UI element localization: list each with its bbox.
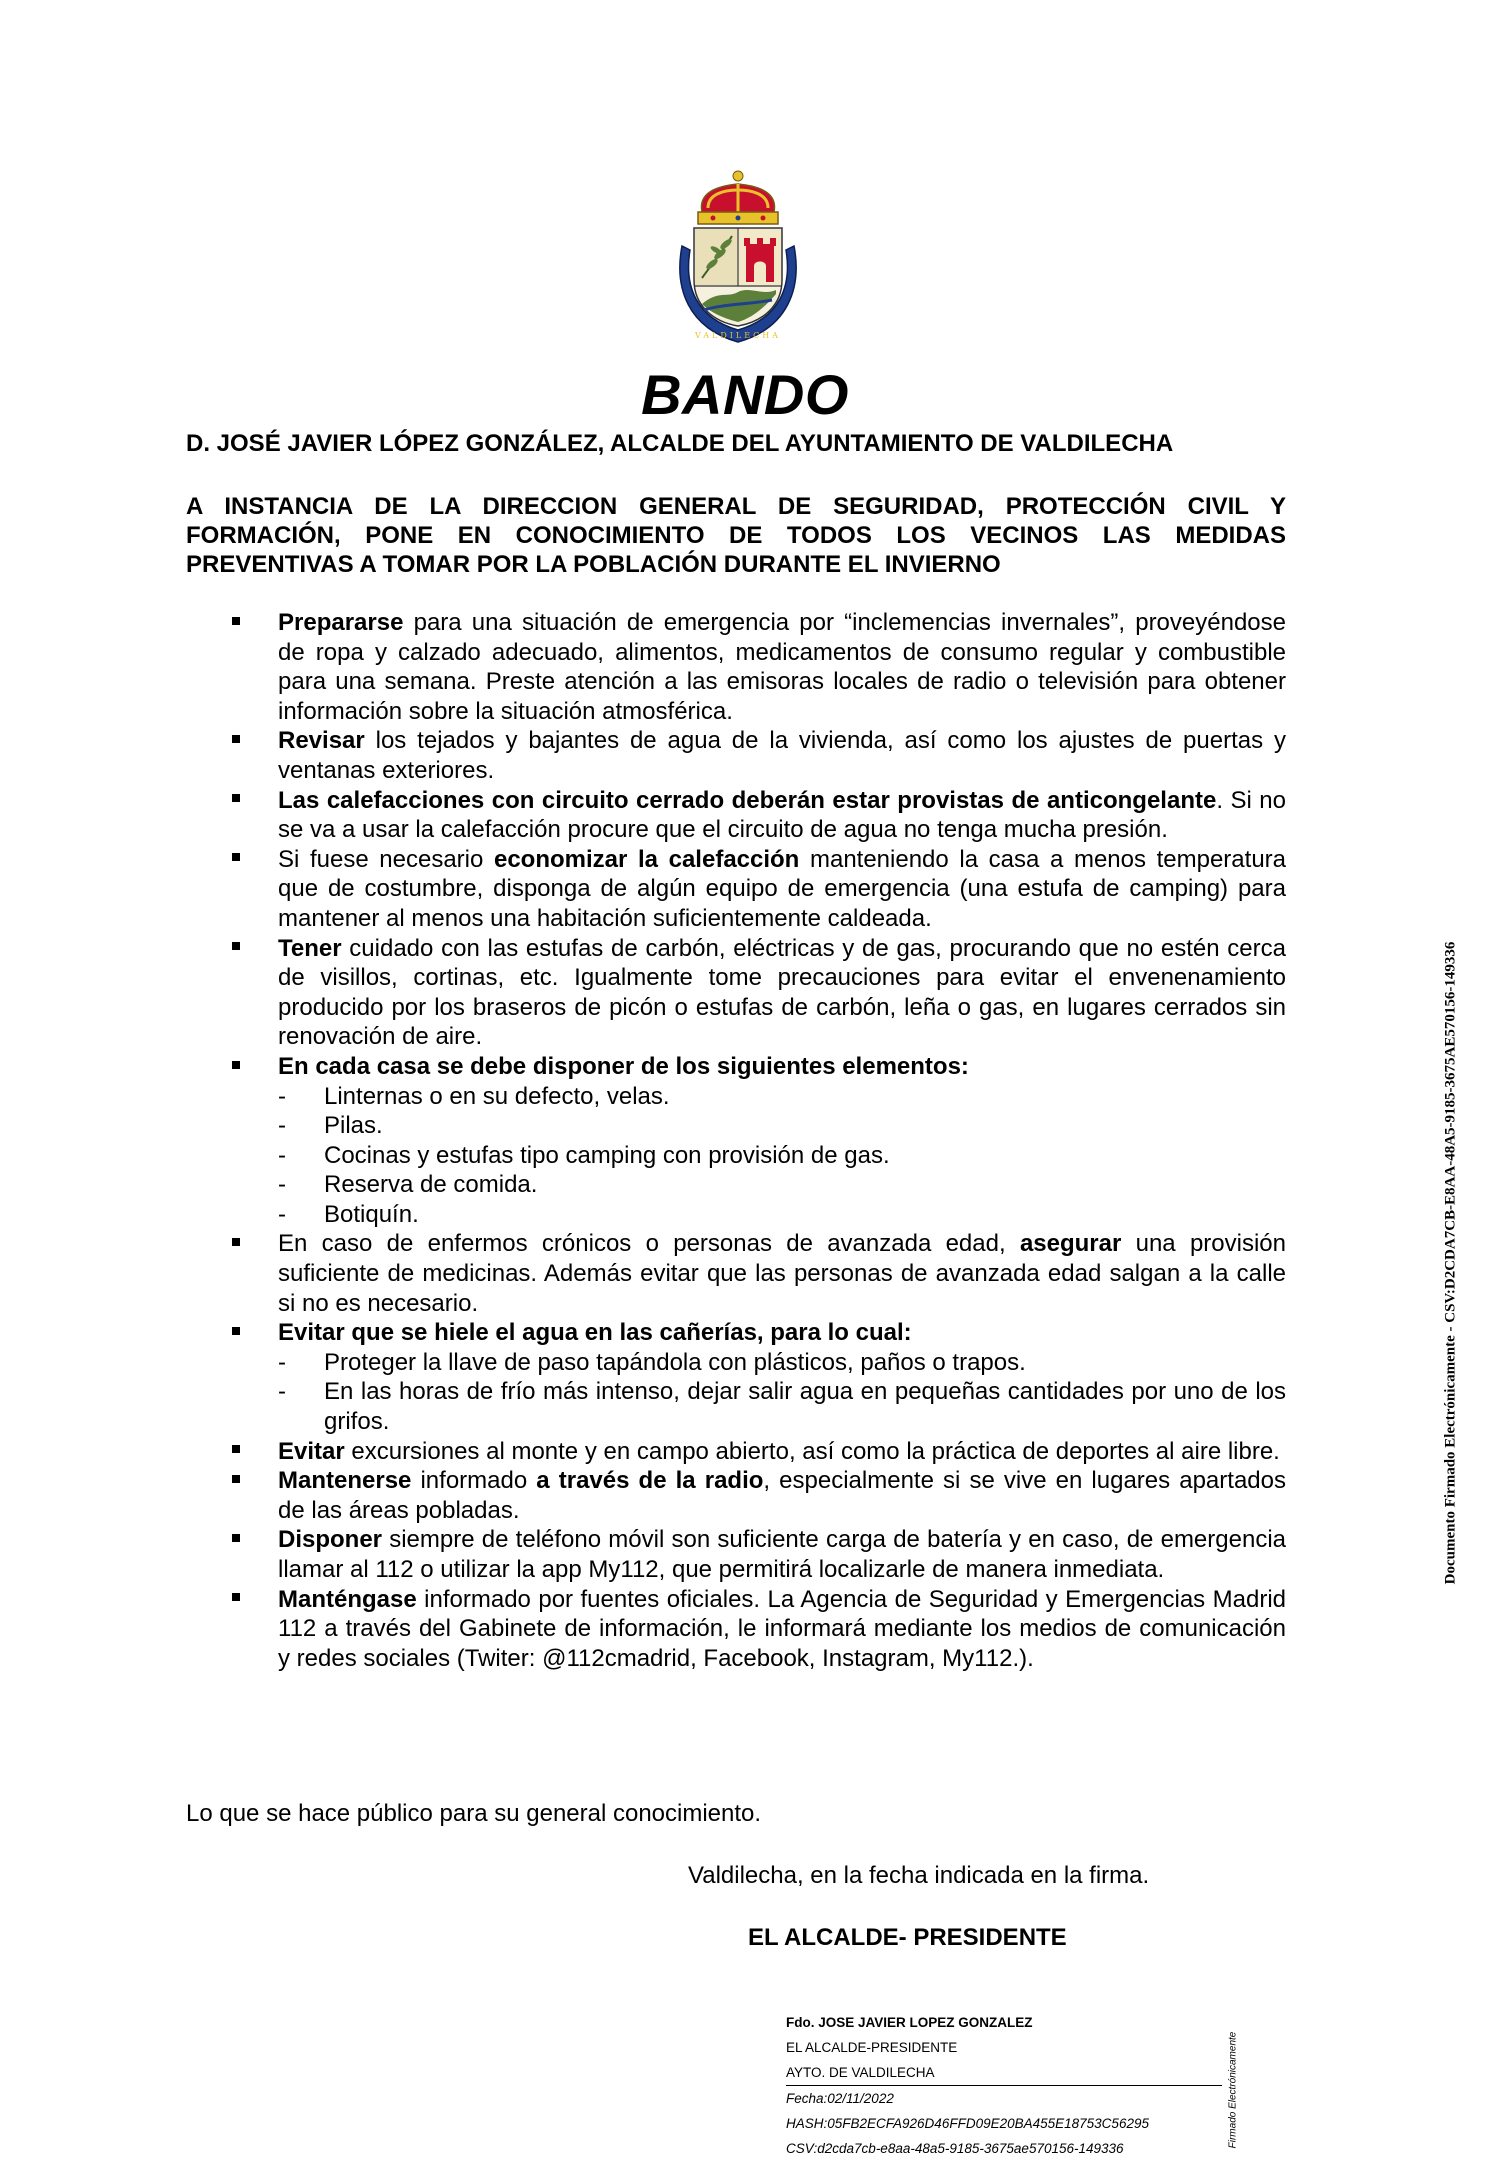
emphasis-text: Tener [278, 934, 342, 962]
list-item-text [278, 786, 1286, 845]
emphasis-text: asegurar [1019, 1230, 1122, 1258]
list-item [186, 1437, 1286, 1467]
sub-list-item-text: Reserva de comida. [324, 1171, 538, 1199]
intro-paragraph: A INSTANCIA DE LA DIRECCION GENERAL DE SEGURIDAD, PROTECCIÓN CIVIL Y FORMACIÓN, PONE EN CONOCIMIENTO DE TODOS LOS VECINOS LAS MEDIDAS PREVENTIVAS A TOMAR POR LA POBLACIÓN DURANTE EL INVIERNO [186, 493, 1286, 578]
square-bullet-icon [186, 1585, 278, 1674]
plain-text: informado por fuentes oficiales. La Agencia de Seguridad y Emergencias Madrid 112 a través del Gabinete de información, le informará mediante los medios de comunicación y redes sociales (Twiter: @112cmadrid, Facebook, Instagram, My112.). [278, 1585, 1286, 1672]
emphasis-text: economizar la calefacción [493, 845, 800, 873]
square-bullet-icon [186, 1466, 278, 1525]
sub-list-item-text: En las horas de frío más intenso, dejar salir agua en pequeñas cantidades por uno de los grifos. [324, 1378, 1286, 1436]
list-item-text [278, 1229, 1286, 1318]
list-item [186, 726, 1286, 785]
dash-marker: - [278, 1171, 286, 1199]
list-item [186, 1525, 1286, 1584]
measures-list [186, 608, 1286, 1673]
crown-icon [698, 171, 778, 224]
signed-electronically-label [1226, 2031, 1240, 2149]
emphasis-text: Mantenerse [278, 1467, 412, 1495]
svg-text:VALDILECHA: VALDILECHA [695, 331, 781, 340]
signature-block [786, 2010, 1222, 2161]
list-item-text [278, 1466, 1286, 1525]
mayor-title: EL ALCALDE- PRESIDENTE [748, 1924, 1067, 1951]
sub-list-item-text: Botiquín. [324, 1200, 419, 1228]
square-bullet-icon [186, 726, 278, 785]
list-item [186, 1052, 1286, 1082]
square-bullet-icon [186, 1525, 278, 1584]
square-bullet-icon [186, 934, 278, 1052]
sub-list-item [186, 1170, 1286, 1200]
list-item-text [278, 1318, 1286, 1348]
emphasis-text: a través de la radio [536, 1467, 764, 1495]
emphasis-text: Las calefacciones con circuito cerrado deberán estar provistas de anticongelante [278, 786, 1217, 814]
plain-text: una provisión suficiente de medicinas. Además evitar que las personas de avanzada edad salgan a la calle si no es necesario. [278, 1230, 1286, 1317]
list-item [186, 1229, 1286, 1318]
side-csv-stamp-text: Documento Firmado Electrónicamente - CSV:D2CDA7CB-E8AA-48A5-9185-3675AE570156-149336 [1442, 941, 1459, 1585]
sub-list-item-text: Cocinas y estufas tipo camping con provisión de gas. [324, 1141, 890, 1169]
list-item-text [278, 1437, 1286, 1467]
sub-list-item-text: Linternas o en su defecto, velas. [324, 1082, 670, 1110]
dash-marker: - [278, 1378, 286, 1406]
sub-list-item [186, 1111, 1286, 1141]
coat-of-arms-icon [668, 168, 808, 348]
closing-sentence: Lo que se hace público para su general conocimiento. [186, 1800, 762, 1827]
square-bullet-icon [186, 1318, 278, 1348]
sub-list-item [186, 1082, 1286, 1112]
plain-text: . Si no se va a usar la calefacción procure que el circuito de agua no tenga mucha presión. [278, 786, 1286, 844]
signer-organization: AYTO. DE VALDILECHA [786, 2060, 1222, 2086]
emphasis-text: Evitar que se hiele el agua en las cañerías, para lo cual: [278, 1319, 912, 1347]
plain-text: para una situación de emergencia por “inclemencias invernales”, proveyéndose de ropa y calzado adecuado, alimentos, medicamentos de consumo regular y combustible para una semana. Preste atención a las emisoras locales de radio o televisión para obtener información sobre la situación atmosférica. [278, 609, 1286, 725]
dash-marker: - [278, 1141, 286, 1169]
document-title: BANDO [641, 363, 849, 426]
signed-electronically-text: Firmado Electrónicamente [1227, 2031, 1239, 2149]
plain-text: cuidado con las estufas de carbón, eléctricas y de gas, procurando que no estén cerca de visillos, cortinas, etc. Igualmente tome precauciones para evitar el envenenamiento producido por los braseros de picón o estufas de carbón, leña o gas, en lugares cerrados sin renovación de aire. [278, 934, 1286, 1051]
emphasis-text: Evitar [278, 1437, 345, 1465]
sub-list-item [186, 1377, 1286, 1436]
emphasis-text: Prepararse [278, 609, 404, 636]
signature-date: Fecha:02/11/2022 [786, 2091, 894, 2106]
dash-marker: - [278, 1082, 286, 1110]
mayor-heading: D. JOSÉ JAVIER LÓPEZ GONZÁLEZ, ALCALDE DEL AYUNTAMIENTO DE VALDILECHA [186, 430, 1174, 457]
emphasis-text: En cada casa se debe disponer de los siguientes elementos: [278, 1052, 969, 1080]
place-date-line: Valdilecha, en la fecha indicada en la firma. [688, 1862, 1150, 1889]
list-item-text [278, 845, 1286, 934]
plain-text: , especialmente si se vive en lugares apartados de las áreas pobladas. [278, 1467, 1286, 1524]
list-item [186, 786, 1286, 845]
plain-text: los tejados y bajantes de agua de la vivienda, así como los ajustes de puertas y ventanas exteriores. [278, 727, 1286, 784]
list-item [186, 1585, 1286, 1674]
plain-text: En caso de enfermos crónicos o personas de avanzada edad, [278, 1230, 1020, 1258]
square-bullet-icon [186, 608, 278, 726]
plain-text: excursiones al monte y en campo abierto, así como la práctica de deportes al aire libre. [344, 1437, 1280, 1465]
sub-list-item [186, 1141, 1286, 1171]
plain-text: informado [411, 1467, 537, 1495]
square-bullet-icon [186, 786, 278, 845]
list-item [186, 1466, 1286, 1525]
emphasis-text: Disponer [278, 1526, 383, 1554]
list-item-text [278, 1525, 1286, 1584]
dash-marker: - [278, 1112, 286, 1140]
signature-csv: CSV:d2cda7cb-e8aa-48a5-9185-3675ae570156-149336 [786, 2141, 1124, 2156]
signer-name: Fdo. JOSE JAVIER LOPEZ GONZALEZ [786, 2015, 1033, 2030]
list-item-text [278, 1585, 1286, 1674]
dash-marker: - [278, 1200, 286, 1228]
sub-list-item-text: Pilas. [324, 1112, 383, 1140]
sub-list-item [186, 1348, 1286, 1378]
list-item [186, 934, 1286, 1052]
plain-text: siempre de teléfono móvil son suficiente carga de batería y en caso, de emergencia llamar al 112 o utilizar la app My112, que permitirá localizarle de manera inmediata. [278, 1526, 1286, 1583]
sub-list-item-text: Proteger la llave de paso tapándola con plásticos, paños o trapos. [324, 1348, 1026, 1376]
emphasis-text: Manténgase [278, 1585, 417, 1613]
list-item-text [278, 1052, 1286, 1082]
list-item-text [278, 934, 1286, 1052]
square-bullet-icon [186, 1052, 278, 1082]
square-bullet-icon [186, 845, 278, 934]
list-item [186, 1318, 1286, 1348]
emphasis-text: Revisar [278, 727, 365, 755]
list-item [186, 608, 1286, 726]
list-item [186, 845, 1286, 934]
square-bullet-icon [186, 1437, 278, 1467]
list-item-text [278, 608, 1286, 726]
side-csv-stamp [1438, 878, 1464, 1648]
square-bullet-icon [186, 1229, 278, 1318]
signer-role: EL ALCALDE-PRESIDENTE [786, 2040, 958, 2055]
sub-list-item [186, 1200, 1286, 1230]
dash-marker: - [278, 1348, 286, 1376]
plain-text: manteniendo la casa a menos temperatura que de costumbre, disponga de algún equipo de emergencia (una estufa de camping) para mantener al menos una habitación suficientemente caldeada. [278, 845, 1287, 932]
list-item-text [278, 726, 1286, 785]
plain-text: Si fuese necesario [278, 845, 494, 873]
signature-hash: HASH:05FB2ECFA926D46FFD09E20BA455E18753C56295 [786, 2116, 1149, 2131]
